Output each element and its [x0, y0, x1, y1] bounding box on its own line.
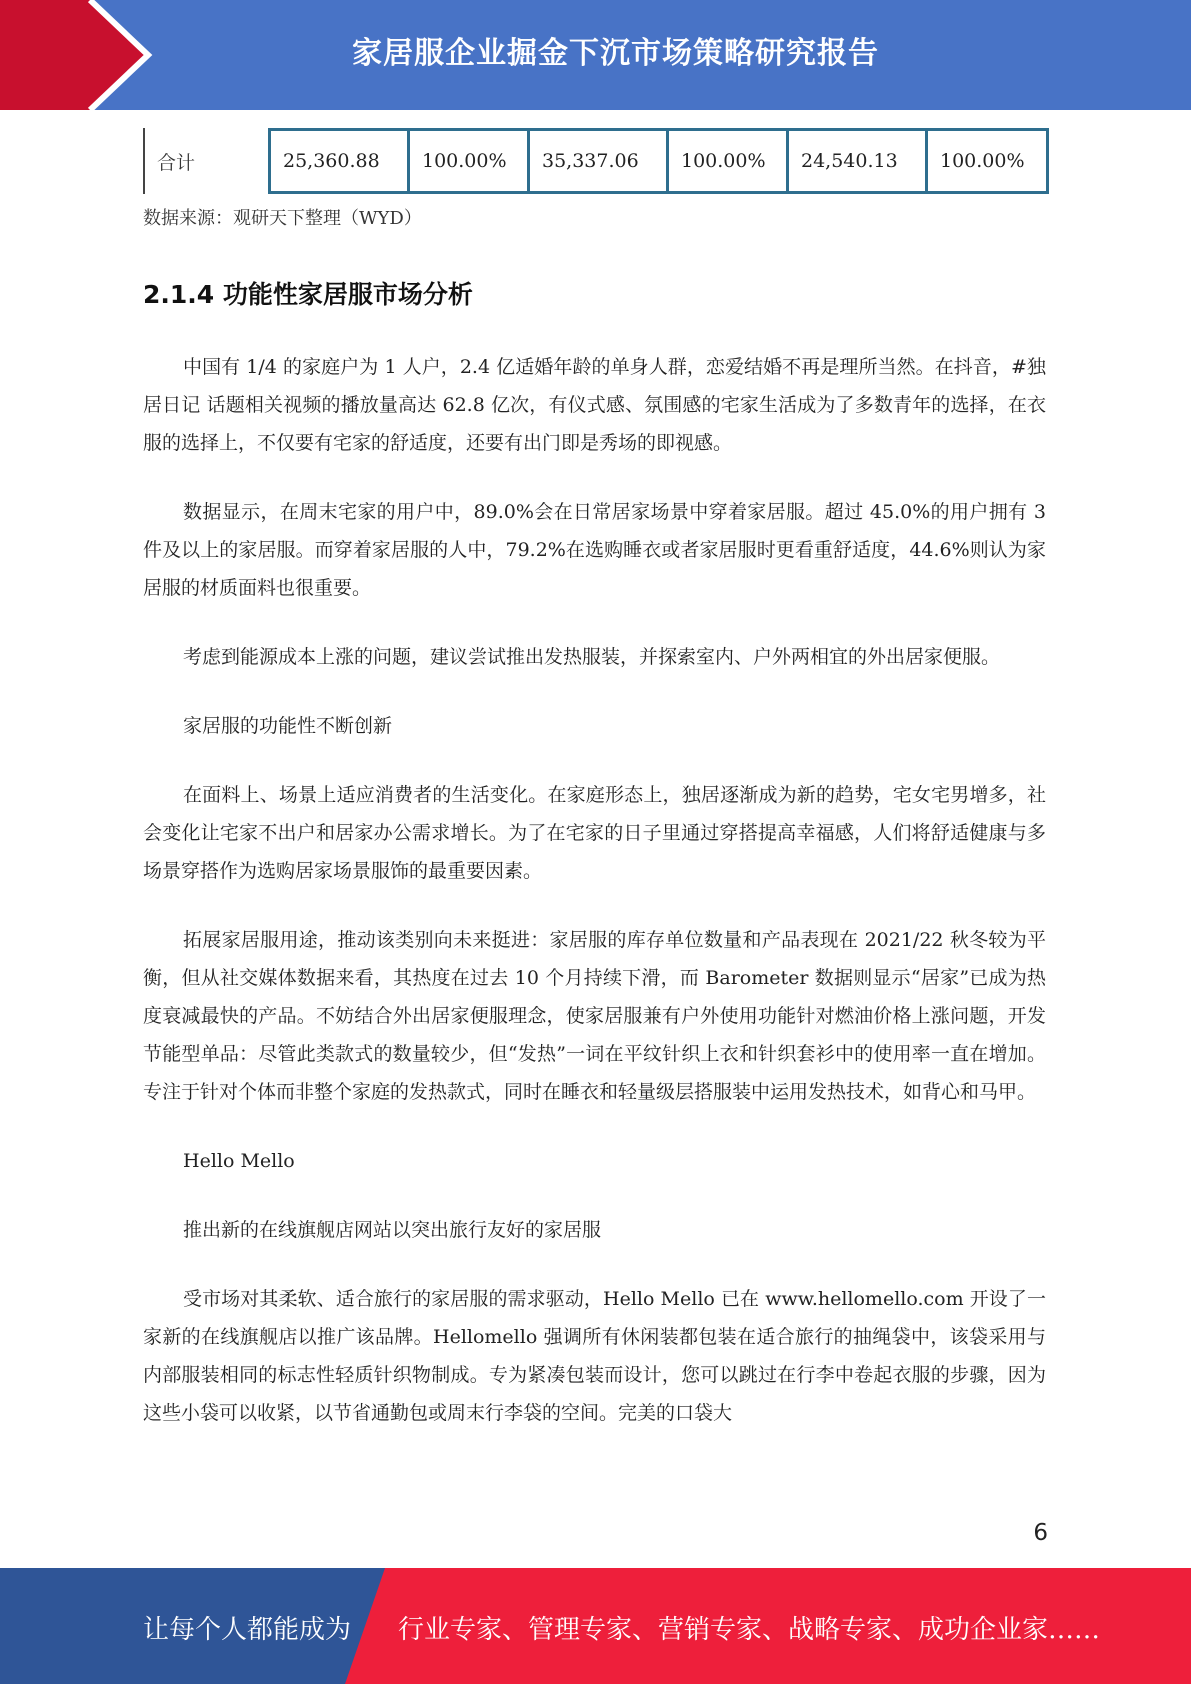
- subheading-paragraph: 推出新的在线旗舰店网站以突出旅行友好的家居服: [183, 1219, 602, 1241]
- subheading-paragraph: 家居服的功能性不断创新: [183, 715, 393, 737]
- paragraph: 中国有 1/4 的家庭户为 1 人户，2.4 亿适婚年龄的单身人群，恋爱结婚不再是理所当然。在抖音，#独居日记 话题相关视频的播放量高达 62.8 亿次，有仪式感、氛围感的宅家生活成为了多数青年的选择，在衣服的选择上，不仅要有宅家的舒适度，还要有出门即是秀场的即视感。: [143, 356, 1046, 454]
- source-note: 数据来源：观研天下整理（WYD）: [143, 208, 422, 229]
- body-content: [143, 348, 1046, 1463]
- footer-slogan-left: 让每个人都能成为: [143, 1615, 352, 1645]
- table-cell: 35,337.06: [530, 128, 669, 194]
- data-table: [143, 128, 1049, 194]
- page-number: 6: [1033, 1520, 1048, 1546]
- paragraph: 考虑到能源成本上涨的问题，建议尝试推出发热服装，并探索室内、户外两相宜的外出居家便服。: [183, 646, 1001, 668]
- paragraph: 在面料上、场景上适应消费者的生活变化。在家庭形态上，独居逐渐成为新的趋势，宅女宅男增多，社会变化让宅家不出户和居家办公需求增长。为了在宅家的日子里通过穿搭提高幸福感，人们将舒适健康与多场景穿搭作为选购居家场景服饰的最重要因素。: [143, 784, 1046, 882]
- footer-slogan-right: 行业专家、管理专家、营销专家、战略专家、成功企业家……: [398, 1615, 1101, 1645]
- page-footer: [0, 1568, 1191, 1684]
- table-cell: 100.00%: [928, 128, 1049, 194]
- paragraph: 数据显示，在周末宅家的用户中，89.0%会在日常居家场景中穿着家居服。超过 45.0%的用户拥有 3 件及以上的家居服。而穿着家居服的人中，79.2%在选购睡衣或者家居服时更看重舒适度，44.6%则认为家居服的材质面料也很重要。: [143, 501, 1046, 599]
- table-cell: 100.00%: [669, 128, 789, 194]
- table-cell: 24,540.13: [789, 128, 928, 194]
- paragraph: 拓展家居服用途，推动该类别向未来挺进：家居服的库存单位数量和产品表现在 2021/22 秋冬较为平衡，但从社交媒体数据来看，其热度在过去 10 个月持续下滑，而 Barometer 数据则显示“居家”已成为热度衰减最快的产品。不妨结合外出居家便服理念，使家居服兼有户外使用功能针对燃油价格上涨问题，开发节能型单品：尽管此类款式的数量较少，但“发热”一词在平纹针织上衣和针织套衫中的使用率一直在增加。专注于针对个体而非整个家庭的发热款式，同时在睡衣和轻量级层搭服装中运用发热技术，如背心和马甲。: [143, 929, 1046, 1103]
- section-heading: 2.1.4 功能性家居服市场分析: [143, 280, 473, 309]
- header-title: 家居服企业掘金下沉市场策略研究报告: [352, 36, 879, 71]
- table-cell: 合计: [143, 128, 271, 194]
- table-cell: 100.00%: [410, 128, 530, 194]
- brand-name-paragraph: Hello Mello: [183, 1150, 295, 1172]
- page-header: [0, 0, 1191, 110]
- table-cell: 25,360.88: [271, 128, 410, 194]
- table-row-total: [143, 128, 1049, 194]
- paragraph: 受市场对其柔软、适合旅行的家居服的需求驱动，Hello Mello 已在 www.hellomello.com 开设了一家新的在线旗舰店以推广该品牌。Hellomello 强调所有休闲装都包装在适合旅行的抽绳袋中，该袋采用与内部服装相同的标志性轻质针织物制成。专为紧凑包装而设计，您可以跳过在行李中卷起衣服的步骤，因为这些小袋可以收紧，以节省通勤包或周末行李袋的空间。完美的口袋大: [143, 1288, 1046, 1424]
